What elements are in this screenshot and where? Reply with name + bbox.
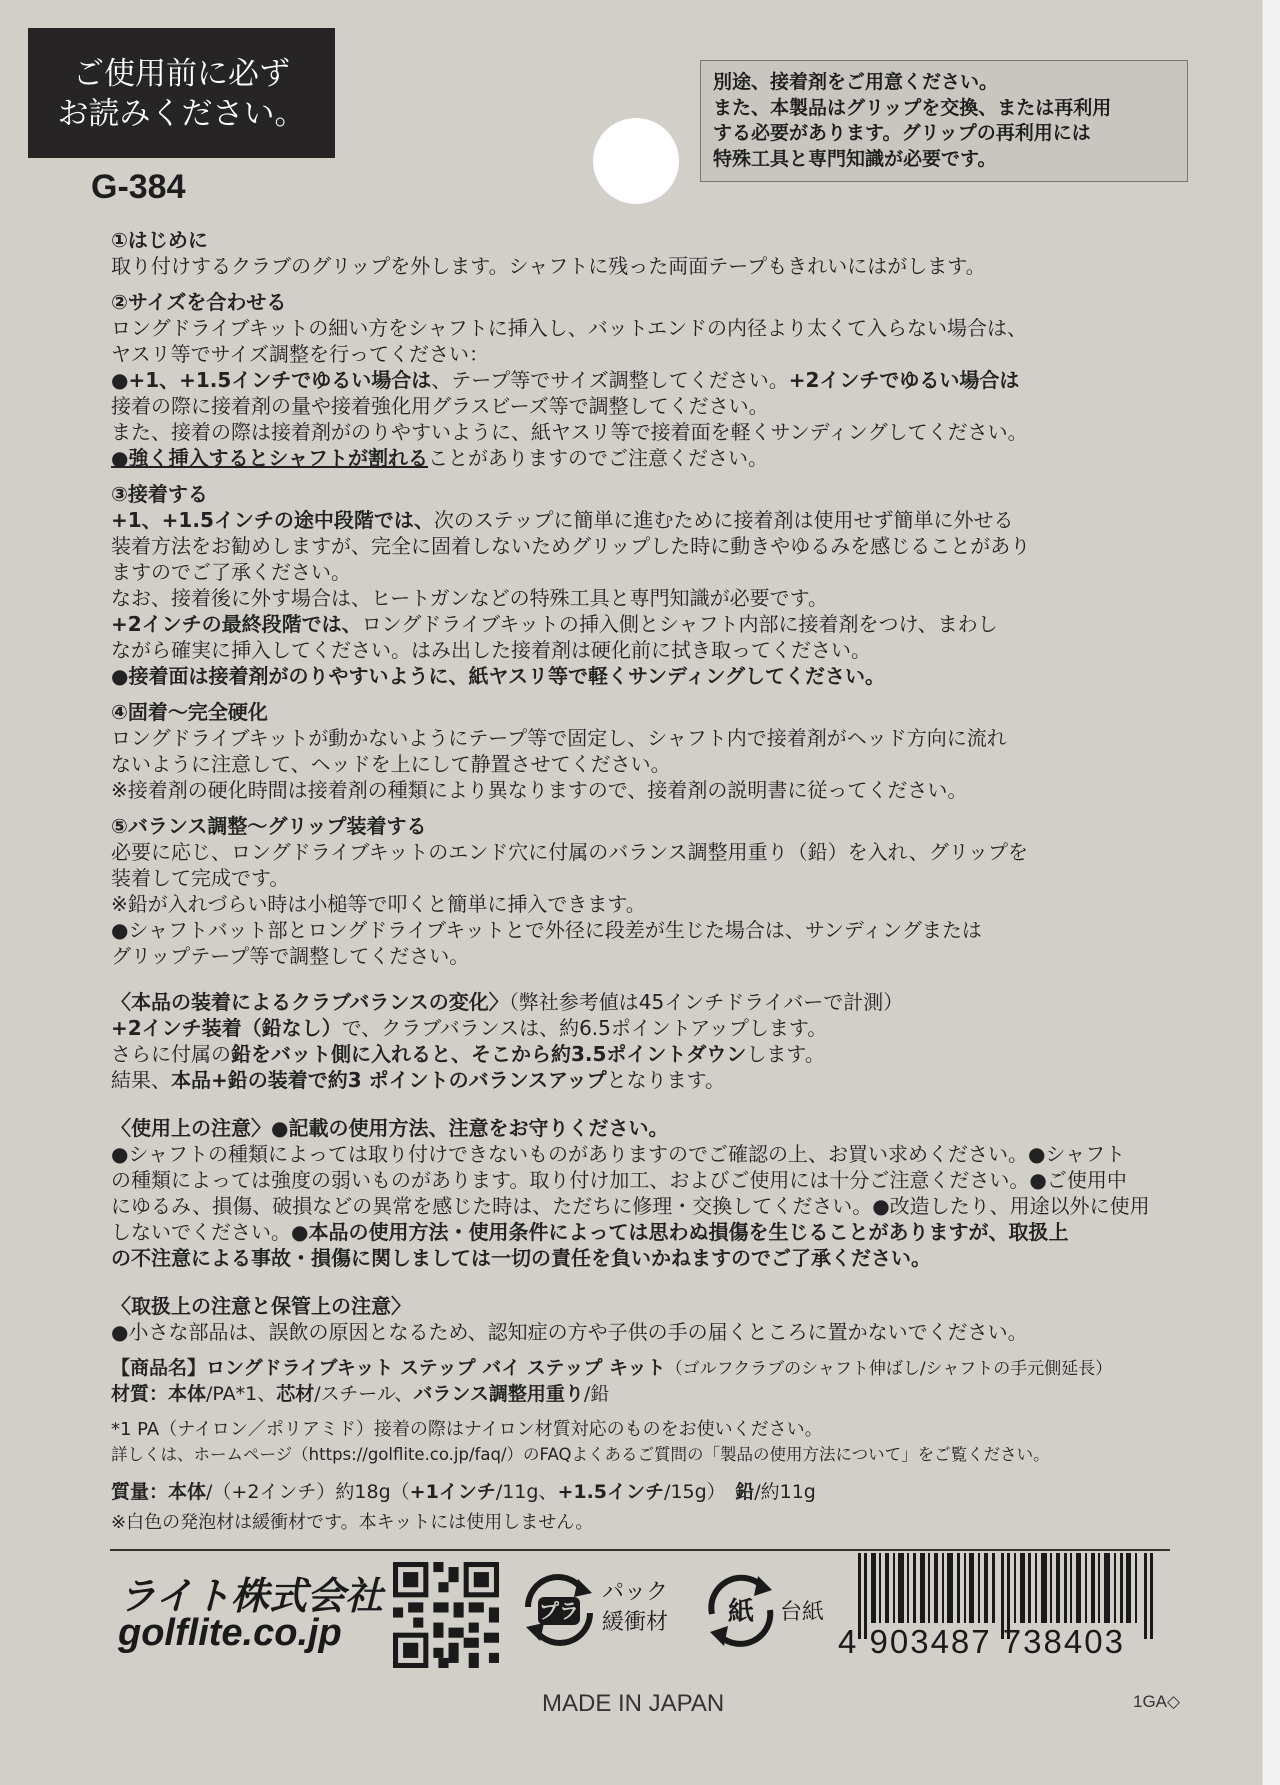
material-label: 芯材 — [276, 1383, 315, 1405]
pla-label-line: 緩衝材 — [602, 1610, 669, 1635]
material-value: /スチール、 — [314, 1383, 414, 1405]
notice-line: また、本製品はグリップを交換、または再利用 — [713, 96, 1112, 119]
section-4-title: ④固着～完全硬化 — [111, 700, 268, 724]
section-2-text: また、接着の際は接着剤がのりやすいように、紙ヤスリ等で接着面を軽くサンディングしてください。 — [111, 420, 1028, 444]
intermediate-stage-bold: +1、+1.5インチの途中段階では、 — [111, 508, 434, 532]
balance-text: さらに付属の — [111, 1042, 231, 1066]
mass-value: /15g） — [664, 1481, 736, 1503]
section-5-text: グリップテープ等で調整してください。 — [111, 944, 470, 968]
loose-note-bold: ●+1、+1.5インチでゆるい場合は — [111, 368, 432, 392]
section-2-text: 接着の際に接着剤の量や接着強化用グラスビーズ等で調整してください。 — [111, 394, 769, 418]
company-url: golflite.co.jp — [118, 1612, 342, 1654]
balance-text: します。 — [746, 1042, 825, 1066]
product-name-line — [111, 1353, 1191, 1380]
mass-label: +1.5インチ — [557, 1481, 665, 1503]
loose-note-bold-2: +2インチでゆるい場合は — [788, 368, 1020, 392]
material-label: 材質：本体 — [111, 1383, 207, 1405]
usage-text: の種類によっては強度の弱いものがあります。取り付け加工、およびご使用には十分ご注意ください。●ご使用中 — [111, 1168, 1127, 1192]
product-name: 【商品名】ロングドライブキット ステップ バイ ステップ キット — [111, 1357, 666, 1379]
caution-line-1: ご使用前に必ず — [73, 56, 290, 92]
section-2-text: ロングドライブキットの細い方をシャフトに挿入し、バットエンドの内径より太くて入らない場合は、 — [111, 316, 1027, 340]
section-2-warning — [111, 442, 1191, 471]
section-3-text: ますのでご了承ください。 — [111, 560, 351, 584]
material-value: /PA*1、 — [206, 1383, 277, 1405]
section-3-text: 装着方法をお勧めしますが、完全に固着しないためグリップした時に動きやゆるみを感じることがあり — [111, 534, 1031, 558]
lot-code: 1GA◇ — [1133, 1692, 1181, 1711]
material-value: /鉛 — [583, 1383, 610, 1405]
final-stage-text: ロングドライブキットの挿入側とシャフト内部に接着剤をつけ、まわし — [361, 612, 998, 636]
blister-edge — [1262, 0, 1280, 1785]
balance-text: 結果、 — [111, 1068, 171, 1092]
usage-text: ●シャフトの種類によっては取り付けできないものがありますのでご確認の上、お買い求めください。●シャフト — [111, 1142, 1126, 1166]
warning-underlined: ●強く挿入するとシャフトが割れる — [111, 446, 429, 470]
balance-text: で、クラブバランスは、約6.5ポイントアップします。 — [341, 1016, 828, 1040]
balance-text: となります。 — [606, 1068, 726, 1092]
section-4-text: ※接着剤の硬化時間は接着剤の種類により異なりますので、接着剤の説明書に従ってください。 — [111, 778, 968, 802]
balance-line — [111, 1012, 1191, 1041]
balance-title-note: （弊社参考値は45インチドライバーで計測） — [508, 990, 904, 1014]
usage-title-bold: ●記載の使用方法、注意をお守りください。 — [271, 1116, 669, 1140]
section-1-text: 取り付けするクラブのグリップを外します。シャフトに残った両面テープもきれいにはがします。 — [111, 254, 986, 278]
mass-value: /（+2インチ）約18g（ — [206, 1481, 410, 1503]
section-5-title: ⑤バランス調整～グリップ装着する — [111, 814, 427, 838]
intermediate-stage-text: 次のステップに簡単に進むために接着剤は使用せず簡単に外せる — [433, 508, 1014, 532]
balance-bold: +2インチ装着（鉛なし） — [111, 1016, 342, 1040]
company-name: ライト株式会社 — [118, 1574, 383, 1618]
mass-label: 鉛 — [735, 1481, 755, 1503]
usage-bold: ●本品の使用方法・使用条件によっては思わぬ損傷を生じることがありますが、取扱上 — [291, 1220, 1069, 1244]
mass-value: /約11g — [754, 1481, 816, 1503]
section-5-text: ●シャフトバット部とロングドライブキットとで外径に段差が生じた場合は、サンディングまたは — [111, 918, 982, 942]
balance-title: 〈本品の装着によるクラブバランスの変化〉 — [111, 990, 509, 1014]
section-3-text: ながら確実に挿入してください。はみ出した接着剤は硬化前に拭き取ってください。 — [111, 638, 871, 662]
hang-hole — [593, 118, 679, 204]
section-1-title: ①はじめに — [111, 228, 208, 252]
section-3-text: なお、接着後に外す場合は、ヒートガンなどの特殊工具と専門知識が必要です。 — [111, 586, 828, 610]
section-2-line-loose — [111, 364, 1191, 393]
notice-line: 別途、接着剤をご用意ください。 — [713, 71, 999, 93]
section-3-sanding-note: ●接着面は接着剤がのりやすいように、紙ヤスリ等で軽くサンディングしてください。 — [111, 664, 886, 688]
loose-note: 、テープ等でサイズ調整してください。 — [431, 368, 789, 392]
handling-title: 〈取扱上の注意と保管上の注意〉 — [111, 1294, 411, 1318]
usage-title-line — [111, 1112, 1191, 1141]
caution-line-2: お読みください。 — [57, 96, 306, 132]
section-5-text: ※鉛が入れづらい時は小槌等で叩くと簡単に挿入できます。 — [111, 892, 646, 916]
qr-code-icon — [393, 1562, 499, 1668]
balance-bold: 本品+鉛の装着で約3 ポイントのバランスアップ — [171, 1068, 607, 1092]
adhesive-notice-box — [700, 60, 1188, 182]
section-4-text: ないように注意して、ヘッドを上にして静置させてください。 — [111, 752, 671, 776]
section-3-line — [111, 504, 1191, 533]
material-label: バランス調整用重り — [413, 1383, 584, 1405]
section-3-line — [111, 608, 1191, 637]
usage-text: にゆるみ、損傷、破損などの異常を感じた時は、ただちに修理・交換してください。●改造したり、用途以外に使用 — [111, 1194, 1150, 1218]
usage-title: 〈使用上の注意〉 — [111, 1116, 271, 1140]
model-number: G-384 — [91, 168, 186, 206]
paper-label: 台紙 — [780, 1600, 825, 1625]
barcode-number: 4 903487 738403 — [838, 1623, 1125, 1660]
pla-recycle-icon — [518, 1571, 600, 1649]
mass-line — [111, 1477, 1191, 1504]
balance-line — [111, 1064, 1191, 1093]
mass-label: 質量：本体 — [111, 1481, 207, 1503]
paper-recycle-icon — [700, 1570, 782, 1652]
notice-line: する必要があります。グリップの再利用には — [713, 122, 1091, 144]
pla-mark-text: プラ — [539, 1599, 579, 1623]
section-5-text: 装着して完成です。 — [111, 866, 290, 890]
foam-note: ※白色の発泡材は緩衝材です。本キットには使用しません。 — [111, 1512, 594, 1533]
section-4-text: ロングドライブキットが動かないようにテープ等で固定し、シャフト内で接着剤がヘッド方向に流れ — [111, 726, 1007, 750]
section-2-text: ヤスリ等でサイズ調整を行ってください： — [111, 342, 489, 366]
made-in-label: MADE IN JAPAN — [542, 1690, 725, 1717]
material-line — [111, 1379, 1191, 1406]
mass-value: /11g、 — [495, 1481, 558, 1503]
pla-label — [602, 1578, 668, 1638]
pla-label-line: パック — [602, 1580, 669, 1605]
usage-text-bold: の不注意による事故・損傷に関しましては一切の責任を負いかねますのでご了承ください。 — [111, 1246, 931, 1270]
balance-line — [111, 1038, 1191, 1067]
section-5-text: 必要に応じ、ロングドライブキットのエンド穴に付属のバランス調整用重り（鉛）を入れ、グリップを — [111, 840, 1028, 864]
product-name-note: （ゴルフクラブのシャフト伸ばし/シャフトの手元側延長） — [665, 1359, 1113, 1379]
paper-mark-text: 紙 — [727, 1597, 755, 1627]
mass-label: +1インチ — [409, 1481, 496, 1503]
material-footnote: *1 PA（ナイロン／ポリアミド）接着の際はナイロン材質対応のものをお使いください。 — [111, 1419, 823, 1440]
final-stage-bold: +2インチの最終段階では、 — [111, 612, 362, 636]
section-3-title: ③接着する — [111, 482, 208, 506]
handling-text: ●小さな部品は、誤飲の原因となるため、認知症の方や子供の手の届くところに置かないでください。 — [111, 1320, 1028, 1344]
usage-text: しないでください。 — [111, 1220, 291, 1244]
caution-tab — [28, 28, 335, 158]
usage-line — [111, 1216, 1191, 1245]
balance-bold: 鉛をバット側に入れると、そこから約3.5ポイントダウン — [231, 1042, 747, 1066]
balance-title-line — [111, 986, 1191, 1015]
notice-line: 特殊工具と専門知識が必要です。 — [713, 147, 997, 170]
faq-reference: 詳しくは、ホームページ（https://golflite.co.jp/faq/）のFAQよくあるご質問の「製品の使用方法について」をご覧ください。 — [111, 1445, 1050, 1464]
section-2-title: ②サイズを合わせる — [111, 290, 287, 314]
warning-text: ことがありますのでご注意ください。 — [428, 446, 769, 470]
footer-divider — [110, 1549, 1170, 1551]
